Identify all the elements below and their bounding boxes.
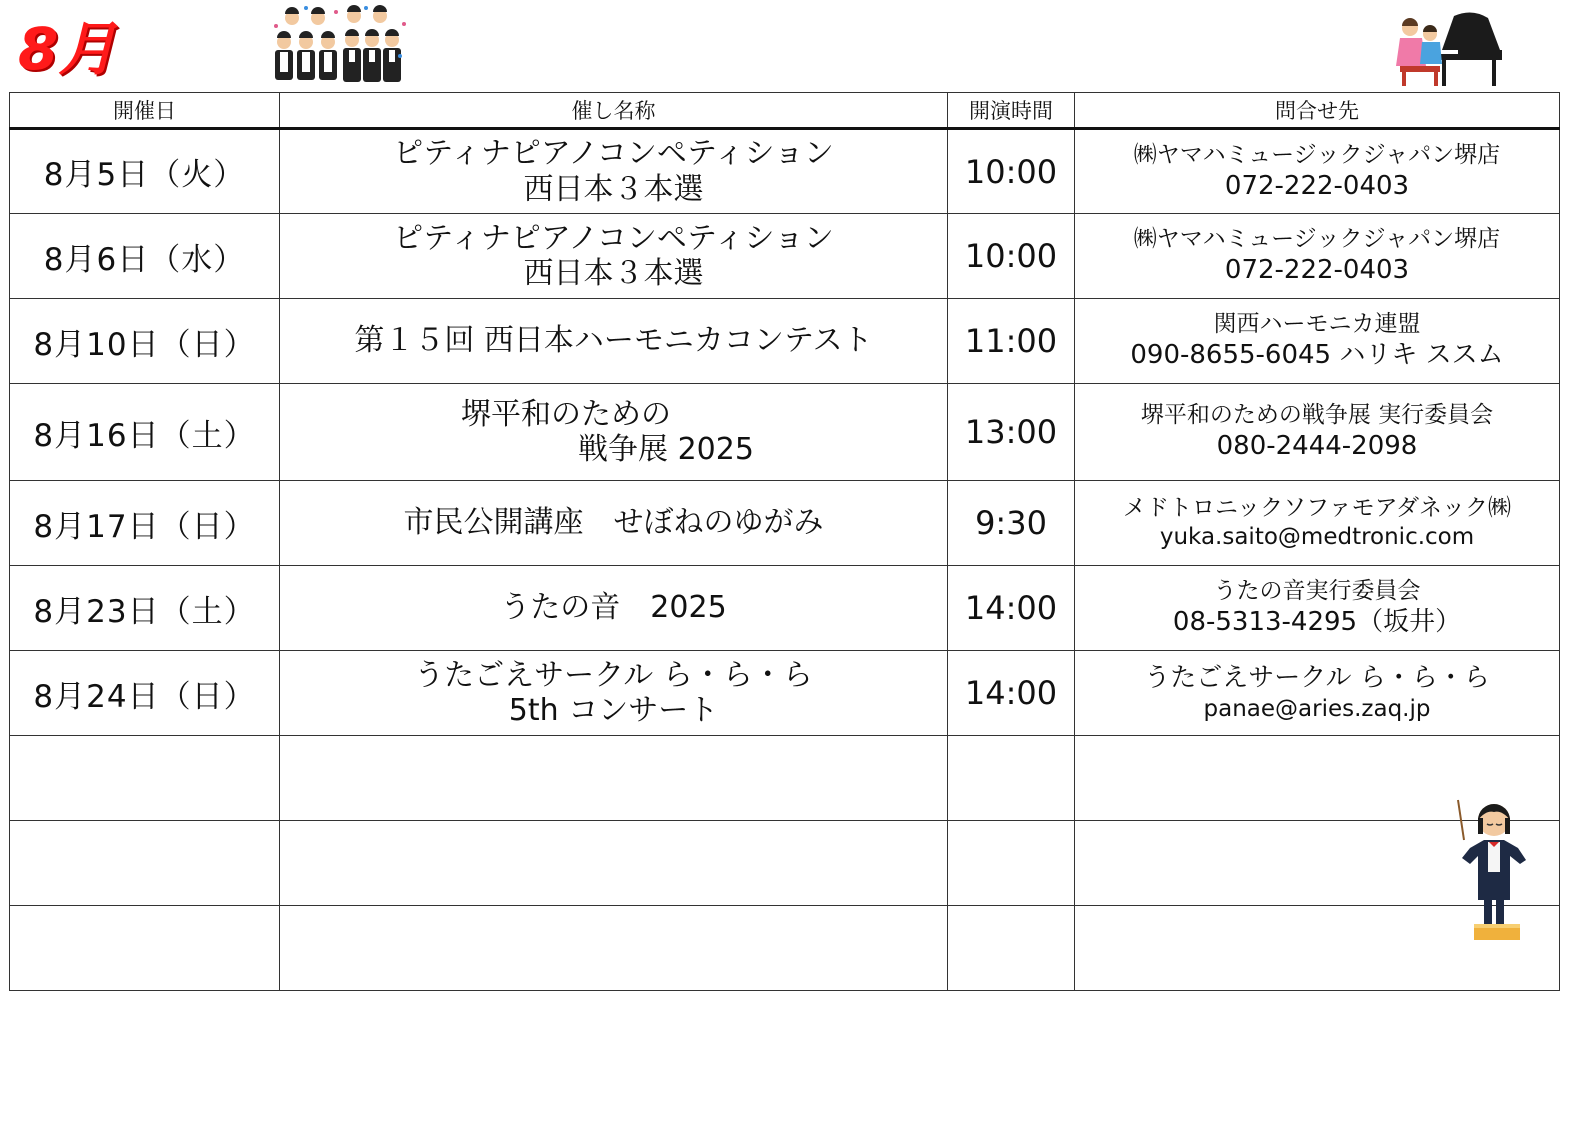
event-contact <box>1075 299 1560 384</box>
event-date: 8月6日（水） <box>10 214 280 299</box>
conductor-illustration <box>1448 796 1538 948</box>
empty-row <box>10 906 1560 991</box>
event-time: 13:00 <box>948 384 1075 481</box>
event-name-line: 堺平和のための <box>461 396 671 432</box>
empty-cell <box>948 906 1075 991</box>
event-date: 8月23日（土） <box>10 566 280 651</box>
event-time: 14:00 <box>948 566 1075 651</box>
event-date: 8月5日（火） <box>10 129 280 214</box>
event-time: 11:00 <box>948 299 1075 384</box>
contact-detail: yuka.saito@medtronic.com <box>1159 524 1475 550</box>
contact-detail: 080-2444-2098 <box>1216 431 1418 462</box>
empty-cell <box>10 821 280 906</box>
contact-organizer: うたの音実行委員会 <box>1213 578 1421 605</box>
table-row <box>10 651 1560 736</box>
event-name-line: うたごえサークル ら・ら・ら <box>414 657 813 693</box>
empty-cell <box>948 821 1075 906</box>
event-name-line: ピティナピアノコンペティション <box>393 220 834 256</box>
event-date: 8月16日（土） <box>10 384 280 481</box>
empty-cell <box>10 906 280 991</box>
table-row <box>10 566 1560 651</box>
event-contact <box>1075 129 1560 214</box>
event-name <box>280 384 948 481</box>
contact-detail: 072-222-0403 <box>1224 170 1410 201</box>
empty-row <box>10 736 1560 821</box>
event-name <box>280 566 948 651</box>
empty-cell <box>10 736 280 821</box>
header-start-time: 開演時間 <box>948 93 1075 129</box>
event-name <box>280 481 948 566</box>
event-name-line: うたの音 2025 <box>500 590 727 626</box>
contact-organizer: 堺平和のための戦争展 実行委員会 <box>1140 402 1494 429</box>
event-time: 9:30 <box>948 481 1075 566</box>
contact-organizer: ㈱ヤマハミュージックジャパン堺店 <box>1133 141 1501 168</box>
event-date: 8月17日（日） <box>10 481 280 566</box>
contact-detail: 072-222-0403 <box>1224 255 1410 286</box>
header-row <box>10 93 1560 129</box>
event-name <box>280 651 948 736</box>
schedule-table <box>9 92 1560 991</box>
event-name-line: 西日本３本選 <box>523 171 704 207</box>
event-name-line: ピティナピアノコンペティション <box>393 136 834 172</box>
month-title: 8月 <box>18 15 117 83</box>
event-date: 8月24日（日） <box>10 651 280 736</box>
header-date: 開催日 <box>10 93 280 129</box>
event-name <box>280 129 948 214</box>
table-row <box>10 299 1560 384</box>
contact-detail: 08-5313-4295（坂井） <box>1172 607 1462 638</box>
event-name-line: 西日本３本選 <box>523 256 704 291</box>
contact-organizer: 関西ハーモニカ連盟 <box>1213 311 1421 338</box>
event-contact <box>1075 481 1560 566</box>
event-contact <box>1075 384 1560 481</box>
empty-cell <box>948 736 1075 821</box>
event-name <box>280 299 948 384</box>
choir-illustration <box>270 4 410 88</box>
table-row <box>10 129 1560 214</box>
empty-cell <box>280 906 948 991</box>
contact-detail: 090-8655-6045 ハリキ ススム <box>1130 340 1504 371</box>
table-row <box>10 214 1560 299</box>
empty-cell <box>280 736 948 821</box>
event-time: 10:00 <box>948 214 1075 299</box>
event-time: 10:00 <box>948 129 1075 214</box>
header-event-name: 催し名称 <box>280 93 948 129</box>
event-contact <box>1075 214 1560 299</box>
piano-duet-illustration <box>1392 6 1504 88</box>
event-name-line: 戦争展 2025 <box>578 432 754 467</box>
event-time: 14:00 <box>948 651 1075 736</box>
event-name-line: 5th コンサート <box>508 693 719 728</box>
event-contact <box>1075 566 1560 651</box>
empty-row <box>10 821 1560 906</box>
table-row <box>10 384 1560 481</box>
contact-detail: panae@aries.zaq.jp <box>1203 695 1431 722</box>
contact-organizer: うたごえサークル ら・ら・ら <box>1144 663 1490 694</box>
header-contact: 問合せ先 <box>1075 93 1560 129</box>
contact-organizer: ㈱ヤマハミュージックジャパン堺店 <box>1133 226 1501 253</box>
table-row <box>10 481 1560 566</box>
event-name <box>280 214 948 299</box>
event-contact <box>1075 651 1560 736</box>
event-name-line: 第１５回 西日本ハーモニカコンテスト <box>354 323 873 359</box>
contact-organizer: メドトロニックソファモアダネック㈱ <box>1122 495 1511 522</box>
event-date: 8月10日（日） <box>10 299 280 384</box>
empty-cell <box>280 821 948 906</box>
event-name-line: 市民公開講座 せぼねのゆがみ <box>403 505 824 541</box>
